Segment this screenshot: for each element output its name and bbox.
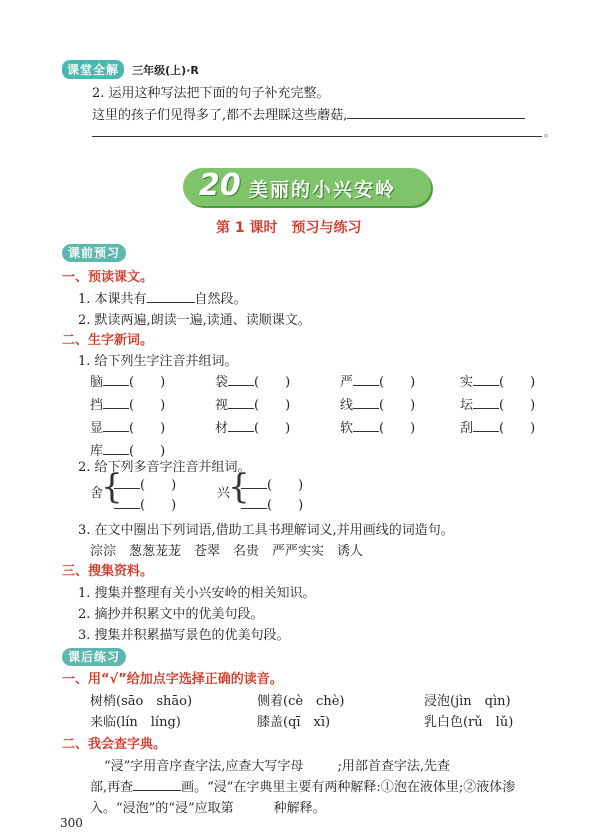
word-blank[interactable]: ( ): [129, 375, 166, 390]
word-blank[interactable]: ( ): [254, 398, 291, 413]
dictionary-line-1: “浸”字用音序查字法,应查大写字母 ;用部首查字法,先查: [104, 759, 450, 774]
char-label: 显: [90, 421, 104, 436]
polyphonic-entry[interactable]: ( ): [241, 494, 303, 513]
question-paragraph-count: 1. 本课共有 自然段。: [78, 292, 247, 307]
brace-icon: {: [228, 467, 250, 507]
section-title-3: 三、搜集资料。: [62, 564, 154, 579]
char-label: 软: [340, 421, 354, 436]
char-entry[interactable]: [90, 417, 165, 436]
pinyin-blank[interactable]: [353, 408, 379, 409]
pinyin-blank[interactable]: [473, 431, 499, 432]
carryover-sentence: 这里的孩子们见得多了,都不去理睬这些蘑菇,: [92, 104, 525, 123]
char-entry[interactable]: [90, 394, 165, 413]
word-blank[interactable]: ( ): [379, 375, 416, 390]
polyphonic-entry[interactable]: ( ): [114, 474, 176, 493]
answer-line[interactable]: [92, 120, 542, 137]
collect-item: 2. 摘抄并积累文中的优美句段。: [78, 607, 264, 622]
char-entry[interactable]: [460, 394, 535, 413]
word-blank[interactable]: ( ): [129, 398, 166, 413]
question-polyphonic: 2. 给下列多音字注音并组词。: [78, 460, 251, 475]
lesson-number: 20: [199, 168, 241, 203]
dictionary-line-3: 入。“浸泡”的“浸”应取第 种解释。: [90, 801, 326, 816]
brace-icon: {: [101, 467, 123, 507]
char-label: 材: [215, 421, 229, 436]
pinyin-blank[interactable]: [228, 431, 254, 432]
word-list: 淙淙 葱葱茏茏 苍翠 名贵 严严实实 诱人: [90, 544, 364, 559]
char-entry[interactable]: [340, 417, 415, 436]
practice-section-badge: 课后练习: [62, 648, 126, 665]
word-blank[interactable]: ( ): [379, 398, 416, 413]
char-label: 实: [460, 375, 474, 390]
pinyin-blank[interactable]: [473, 408, 499, 409]
series-badge: 课堂全解: [62, 60, 124, 79]
char-entry[interactable]: [215, 371, 290, 390]
char-label: 严: [340, 375, 354, 390]
char-entry[interactable]: [90, 371, 165, 390]
char-label: 坛: [460, 398, 474, 413]
pronunciation-item[interactable]: 膝盖(qī xī): [257, 715, 331, 730]
word-blank[interactable]: ( ): [129, 421, 166, 436]
polyphonic-char: 舍: [90, 486, 104, 501]
page-number: 300: [60, 816, 83, 830]
stroke-count-blank[interactable]: [133, 790, 181, 791]
word-blank[interactable]: ( ): [254, 421, 291, 436]
pinyin-blank[interactable]: [103, 431, 129, 432]
word-blank[interactable]: ( ): [499, 375, 536, 390]
question-read: 2. 默读两遍,朗读一遍,读通、读顺课文。: [78, 313, 311, 328]
polyphonic-entry[interactable]: ( ): [114, 494, 176, 513]
carryover-question: 2. 运用这种写法把下面的句子补充完整。: [92, 86, 330, 101]
pronunciation-item[interactable]: 侧着(cè chè): [257, 694, 345, 709]
section-title-2: 二、生字新词。: [62, 333, 154, 348]
dictionary-line-2: 部,再查 画。“浸”在字典里主要有两种解释:①泡在液体里;②液体渗: [90, 780, 516, 795]
pinyin-blank[interactable]: [353, 385, 379, 386]
pinyin-blank[interactable]: [103, 385, 129, 386]
lesson-period: 第 1 课时 预习与练习: [216, 220, 362, 236]
answer-blank[interactable]: [347, 118, 525, 119]
pinyin-blank[interactable]: [473, 385, 499, 386]
char-entry[interactable]: [215, 417, 290, 436]
post-section-title-2: 二、我会查字典。: [62, 737, 167, 752]
char-label: 线: [340, 398, 354, 413]
word-blank[interactable]: ( ): [499, 421, 536, 436]
question-pinyin: 1. 给下列生字注音并组词。: [78, 354, 238, 369]
word-blank[interactable]: ( ): [129, 444, 166, 459]
pinyin-blank[interactable]: [353, 431, 379, 432]
post-section-title-1: 一、用“√”给加点字选择正确的读音。: [62, 672, 283, 687]
question-words: 3. 在文中圈出下列词语,借助工具书理解词义,并用画线的词造句。: [78, 523, 454, 538]
grade-label: 三年级(上)·R: [132, 64, 199, 77]
pinyin-blank[interactable]: [103, 408, 129, 409]
char-entry[interactable]: [460, 371, 535, 390]
pronunciation-item[interactable]: 乳白色(rǔ lǔ): [424, 715, 514, 730]
char-label: 袋: [215, 375, 229, 390]
char-entry[interactable]: [340, 394, 415, 413]
preview-section-badge: 课前预习: [62, 244, 126, 261]
char-entry[interactable]: [340, 371, 415, 390]
lesson-title: 美丽的小兴安岭: [249, 179, 397, 201]
char-label: 视: [215, 398, 229, 413]
char-entry[interactable]: [215, 394, 290, 413]
collect-item: 3. 搜集并积累描写景色的优美句段。: [78, 628, 290, 643]
end-mark: 。: [544, 126, 555, 139]
word-blank[interactable]: ( ): [379, 421, 416, 436]
collect-item: 1. 搜集并整理有关小兴安岭的相关知识。: [78, 586, 316, 601]
char-entry[interactable]: [460, 417, 535, 436]
polyphonic-entry[interactable]: ( ): [241, 474, 303, 493]
pinyin-blank[interactable]: [228, 408, 254, 409]
pronunciation-item[interactable]: 树梢(sāo shāo): [90, 694, 193, 709]
char-label: 脑: [90, 375, 104, 390]
pinyin-blank[interactable]: [103, 454, 129, 455]
char-label: 库: [90, 444, 104, 459]
polyphonic-char: 兴: [217, 486, 231, 501]
char-label: 刮: [460, 421, 474, 436]
lesson-banner: [183, 168, 431, 206]
char-label: 挡: [90, 398, 104, 413]
word-blank[interactable]: ( ): [254, 375, 291, 390]
page-header: [62, 60, 199, 79]
pinyin-blank[interactable]: [228, 385, 254, 386]
paragraph-count-blank[interactable]: [147, 302, 195, 303]
pronunciation-item[interactable]: 浸泡(jìn qìn): [424, 694, 511, 709]
pronunciation-item[interactable]: 来临(lín líng): [90, 715, 181, 730]
word-blank[interactable]: ( ): [499, 398, 536, 413]
section-title-1: 一、预读课文。: [62, 270, 154, 285]
